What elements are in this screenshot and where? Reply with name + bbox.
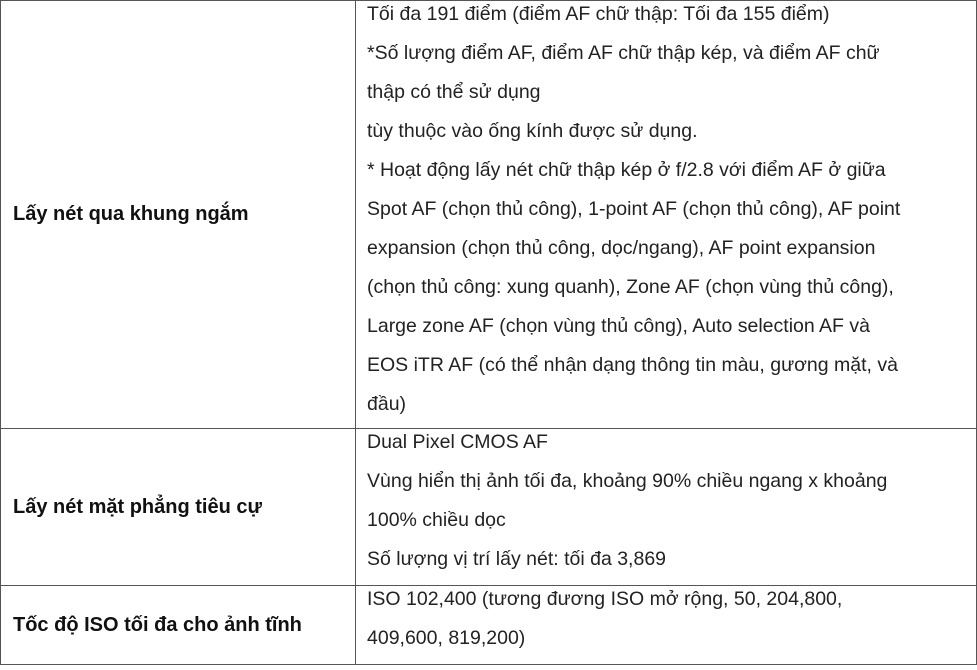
value-line: (chọn thủ công: xung quanh), Zone AF (chọn vùng thủ công), [367, 276, 894, 298]
value-line: tùy thuộc vào ống kính được sử dụng. [367, 120, 698, 142]
row-label: Lấy nét mặt phẳng tiêu cự [1, 429, 356, 586]
value-line: Large zone AF (chọn vùng thủ công), Auto selection AF và [367, 315, 870, 337]
value-line: EOS iTR AF (có thể nhận dạng thông tin màu, gương mặt, và [367, 354, 898, 376]
value-line: thập có thể sử dụng [367, 81, 541, 103]
row-label: Tốc độ ISO tối đa cho ảnh tĩnh [1, 586, 356, 665]
value-line: Tối đa 191 điểm (điểm AF chữ thập: Tối đa 155 điểm) [367, 3, 830, 25]
value-line: expansion (chọn thủ công, dọc/ngang), AF point expansion [367, 237, 876, 259]
value-line: Dual Pixel CMOS AF [367, 431, 548, 453]
table-row [1, 1, 977, 429]
value-line: 409,600, 819,200) [367, 627, 526, 649]
value-line: ISO 102,400 (tương đương ISO mở rộng, 50, 204,800, [367, 588, 843, 610]
value-line: Spot AF (chọn thủ công), 1-point AF (chọn thủ công), AF point [367, 198, 901, 220]
row-value [356, 586, 977, 665]
value-line: đầu) [367, 393, 407, 415]
value-line: 100% chiều dọc [367, 509, 506, 531]
value-line: * Hoạt động lấy nét chữ thập kép ở f/2.8 với điểm AF ở giữa [367, 159, 886, 181]
row-label: Lấy nét qua khung ngắm [1, 1, 356, 429]
value-line: Vùng hiển thị ảnh tối đa, khoảng 90% chiều ngang x khoảng [367, 470, 888, 492]
value-line: *Số lượng điểm AF, điểm AF chữ thập kép, và điểm AF chữ [367, 42, 880, 64]
table-row [1, 429, 977, 586]
table-row [1, 586, 977, 665]
row-value [356, 429, 977, 586]
row-value [356, 1, 977, 429]
value-line: Số lượng vị trí lấy nét: tối đa 3,869 [367, 548, 667, 570]
